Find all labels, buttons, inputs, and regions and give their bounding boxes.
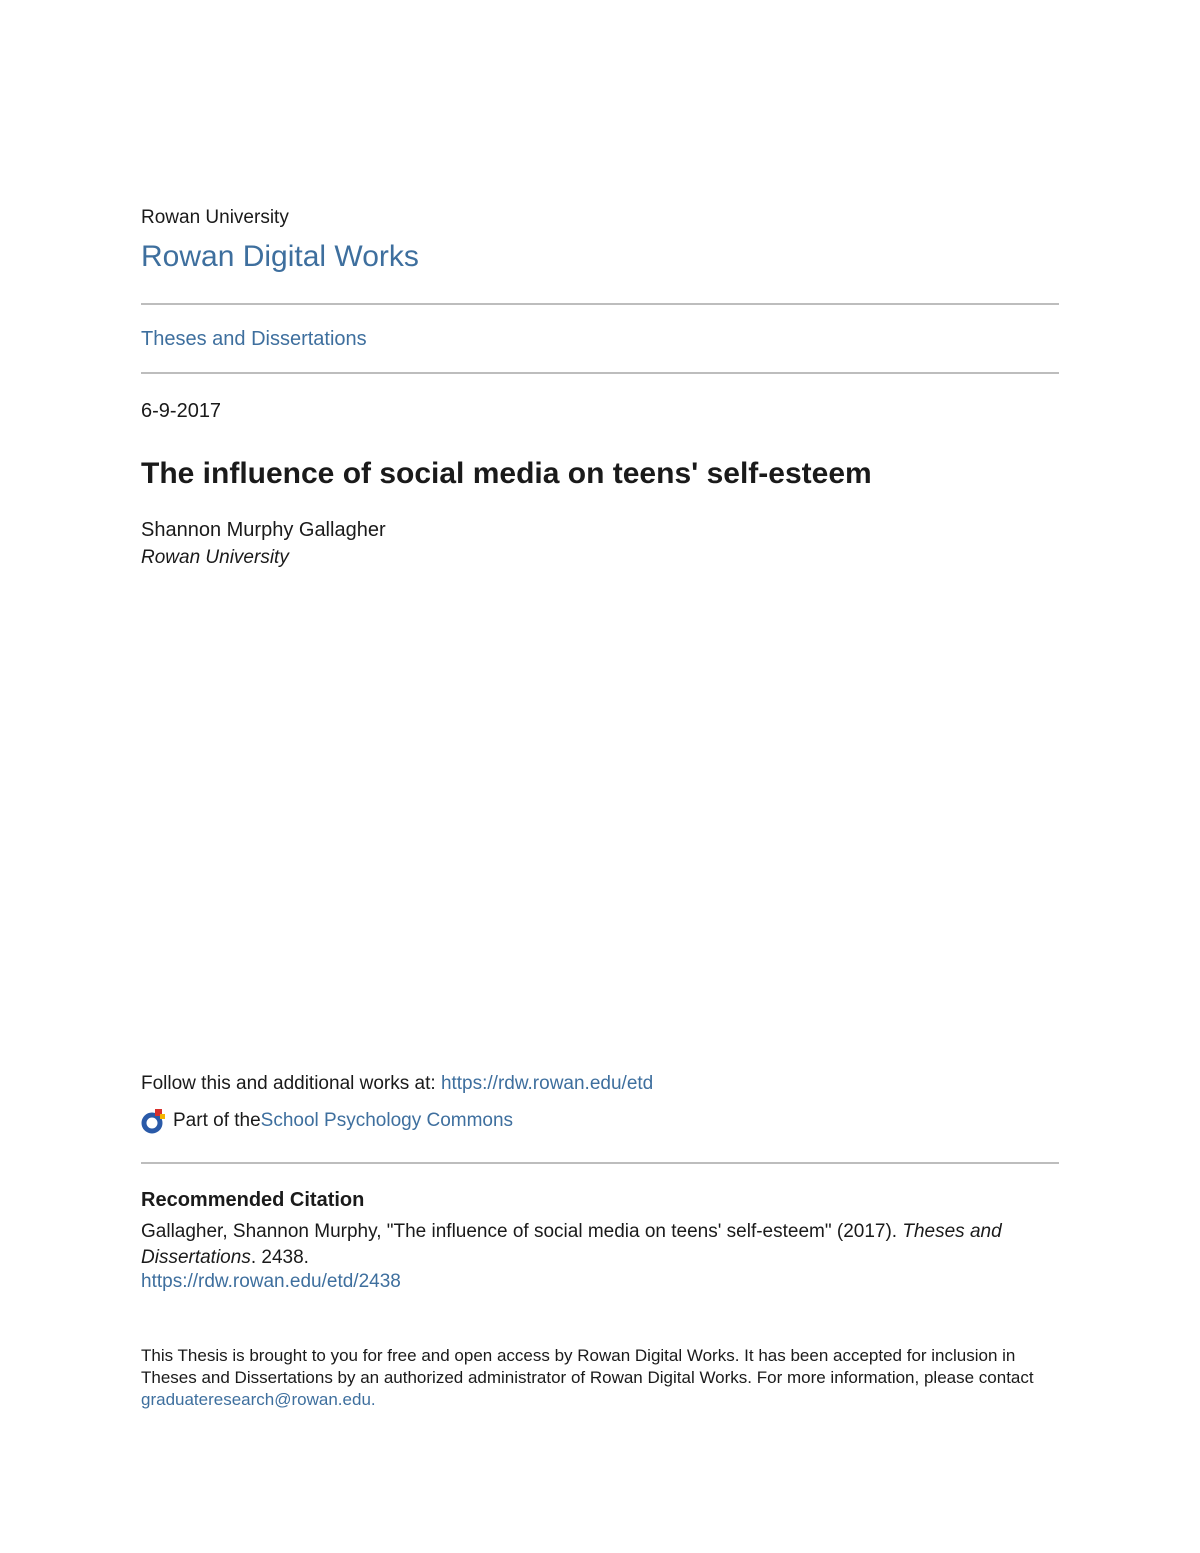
document-title: The influence of social media on teens' self-esteem <box>141 457 872 490</box>
commons-network-icon <box>141 1107 167 1135</box>
author-affiliation: Rowan University <box>141 547 289 568</box>
institution-name: Rowan University <box>141 207 289 228</box>
citation-heading: Recommended Citation <box>141 1189 365 1211</box>
citation-series: Theses and Dissertations <box>141 1221 1002 1268</box>
author-name: Shannon Murphy Gallagher <box>141 519 386 541</box>
access-notice-text: This Thesis is brought to you for free and open access by Rowan Digital Works. It has been accepted for inclusion in Theses and Dissertations by an authorized administrator of Rowan Digital Works. For more information, please contact <box>141 1346 1034 1387</box>
divider <box>141 303 1059 305</box>
divider <box>141 372 1059 374</box>
citation-body: Gallagher, Shannon Murphy, "The influence of social media on teens' self-esteem" (2017). <box>141 1221 898 1242</box>
citation-url-link[interactable]: https://rdw.rowan.edu/etd/2438 <box>141 1271 401 1292</box>
part-of-line <box>141 1107 513 1135</box>
part-of-prefix: Part of the <box>173 1110 261 1131</box>
publication-date: 6-9-2017 <box>141 400 222 422</box>
contact-email-link[interactable]: graduateresearch@rowan.edu <box>141 1390 371 1409</box>
citation-number: . 2438. <box>250 1247 309 1268</box>
follow-line <box>141 1073 653 1095</box>
follow-url-link[interactable]: https://rdw.rowan.edu/etd <box>440 1073 654 1094</box>
access-notice-end: . <box>370 1390 376 1409</box>
divider <box>141 1162 1059 1164</box>
access-notice <box>141 1345 1046 1411</box>
school-psychology-commons-link[interactable]: School Psychology Commons <box>260 1110 514 1131</box>
collection-link[interactable]: Theses and Dissertations <box>141 328 367 350</box>
follow-prefix: Follow this and additional works at: <box>141 1073 441 1094</box>
repository-link[interactable]: Rowan Digital Works <box>141 240 419 273</box>
citation-text <box>141 1219 1041 1271</box>
